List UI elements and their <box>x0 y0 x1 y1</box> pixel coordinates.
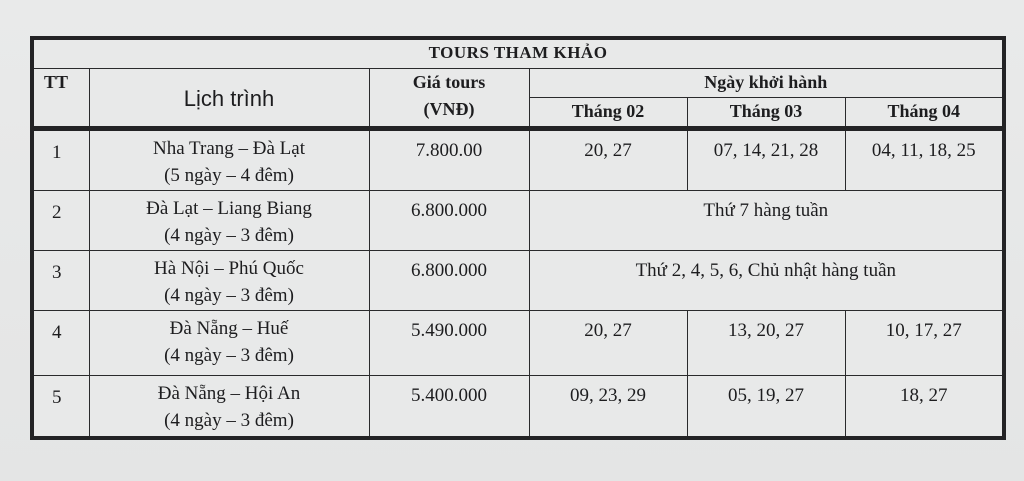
dates-feb: 09, 23, 29 <box>529 375 687 438</box>
header-price-line2: (VNĐ) <box>423 99 475 120</box>
route-duration: (4 ngày – 3 đêm) <box>164 409 294 431</box>
route-name: Đà Lạt – Liang Biang <box>146 198 312 220</box>
header-tt: TT <box>32 69 89 129</box>
header-month-apr: Tháng 04 <box>845 97 1004 128</box>
row-number: 3 <box>32 250 89 310</box>
row-price: 5.490.000 <box>369 310 529 375</box>
row-route <box>89 250 369 310</box>
row-route <box>89 191 369 251</box>
route-duration: (4 ngày – 3 đêm) <box>164 225 294 247</box>
route-name: Đà Nẵng – Huế <box>169 317 289 339</box>
table-row <box>32 375 1004 438</box>
route-name: Hà Nội – Phú Quốc <box>154 257 304 279</box>
dates-weekly: Thứ 7 hàng tuần <box>529 191 1004 251</box>
tours-table <box>30 36 1006 440</box>
row-price: 5.400.000 <box>369 375 529 438</box>
dates-mar: 07, 14, 21, 28 <box>687 129 845 191</box>
route-duration: (4 ngày – 3 đêm) <box>164 284 294 306</box>
route-duration: (5 ngày – 4 đêm) <box>164 165 294 187</box>
row-route <box>89 375 369 438</box>
row-number: 5 <box>32 375 89 438</box>
row-number: 2 <box>32 191 89 251</box>
table-row <box>32 250 1004 310</box>
table-row <box>32 310 1004 375</box>
header-departure: Ngày khởi hành <box>529 69 1004 97</box>
dates-apr: 10, 17, 27 <box>845 310 1004 375</box>
header-price <box>369 69 529 129</box>
row-number: 4 <box>32 310 89 375</box>
row-price: 6.800.000 <box>369 250 529 310</box>
dates-apr: 18, 27 <box>845 375 1004 438</box>
dates-apr: 04, 11, 18, 25 <box>845 129 1004 191</box>
header-price-line1: Giá tours <box>412 72 486 93</box>
header-month-feb: Tháng 02 <box>529 97 687 128</box>
table-title: TOURS THAM KHẢO <box>32 38 1004 69</box>
dates-weekly: Thứ 2, 4, 5, 6, Chủ nhật hàng tuần <box>529 250 1004 310</box>
table-row <box>32 191 1004 251</box>
row-number: 1 <box>32 129 89 191</box>
row-route <box>89 129 369 191</box>
row-price: 6.800.000 <box>369 191 529 251</box>
row-price: 7.800.00 <box>369 129 529 191</box>
route-name: Nha Trang – Đà Lạt <box>153 138 305 160</box>
dates-mar: 13, 20, 27 <box>687 310 845 375</box>
row-route <box>89 310 369 375</box>
dates-feb: 20, 27 <box>529 310 687 375</box>
table-row <box>32 129 1004 191</box>
dates-mar: 05, 19, 27 <box>687 375 845 438</box>
header-month-mar: Tháng 03 <box>687 97 845 128</box>
header-route: Lịch trình <box>89 69 369 129</box>
route-duration: (4 ngày – 3 đêm) <box>164 344 294 366</box>
route-name: Đà Nẵng – Hội An <box>157 382 301 404</box>
dates-feb: 20, 27 <box>529 129 687 191</box>
